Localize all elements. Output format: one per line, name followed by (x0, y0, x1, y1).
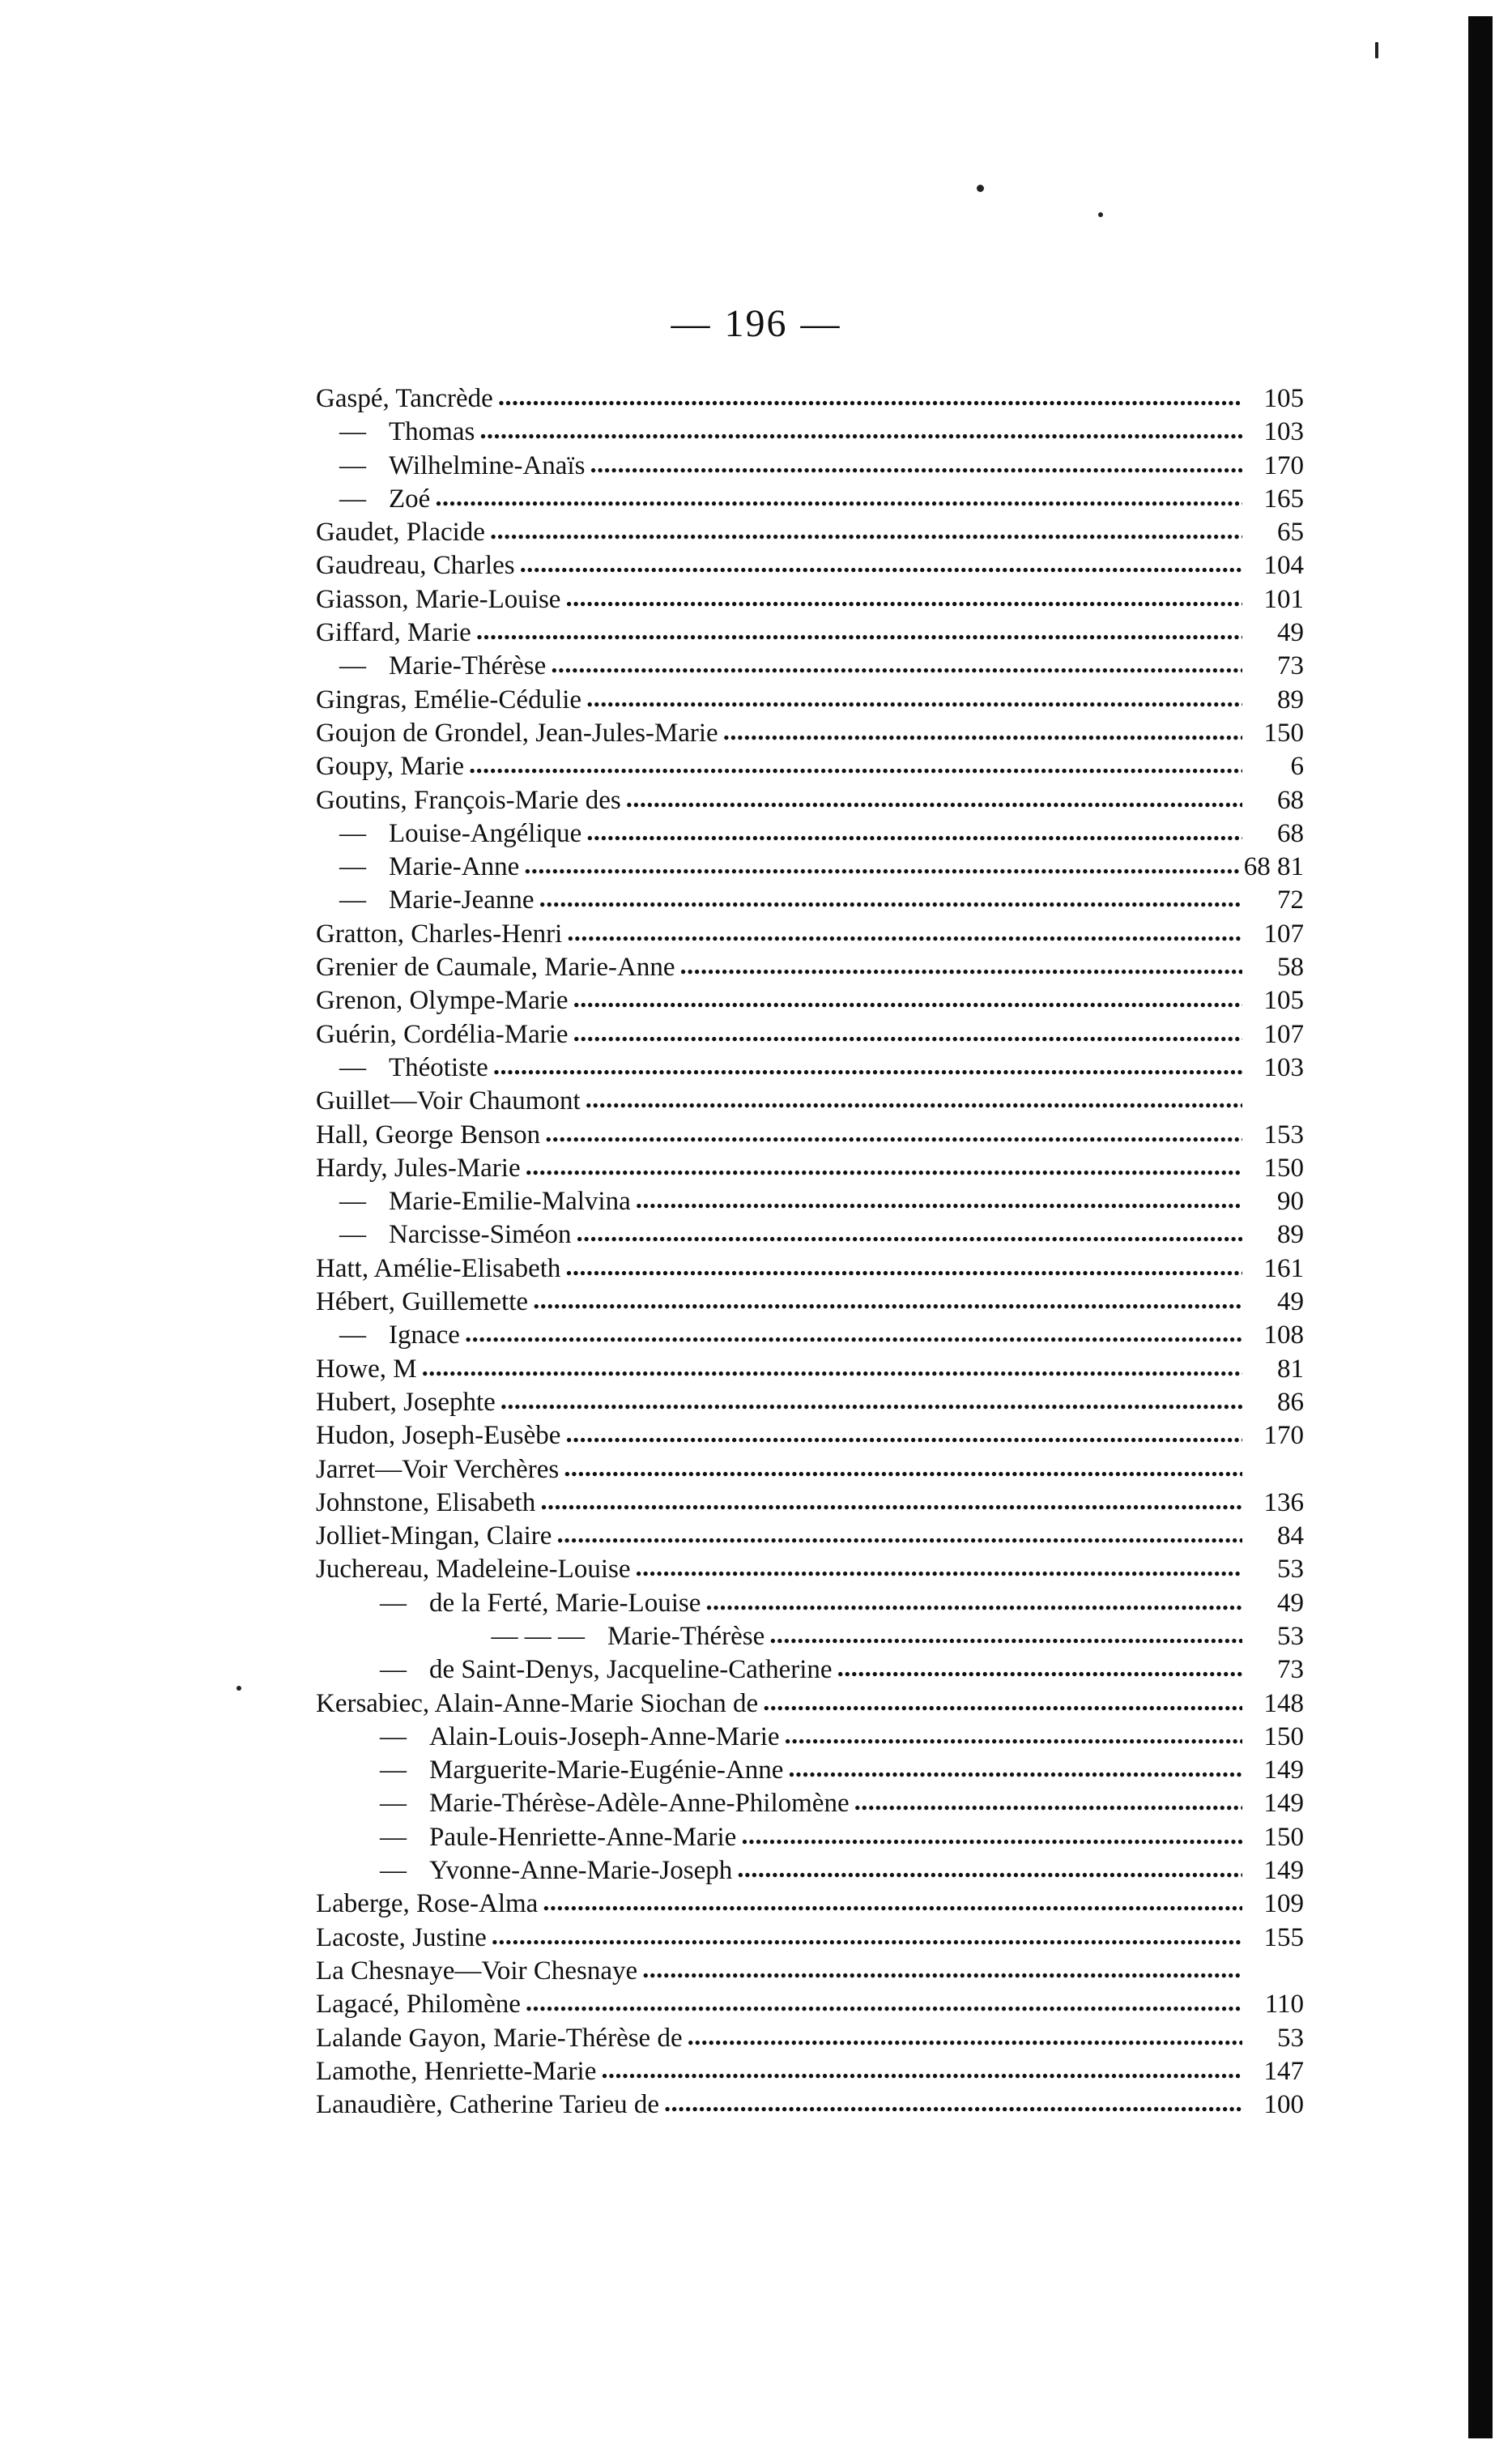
dot-leader (586, 816, 1242, 849)
entry-name: Marie-Thérèse (607, 1621, 765, 1651)
index-entry (316, 1888, 1304, 1921)
entry-page-ref: 150 (1263, 1721, 1304, 1751)
index-entry (316, 1218, 1304, 1252)
dot-leader (601, 2054, 1242, 2087)
index-entry (316, 1286, 1304, 1319)
dot-leader (565, 1251, 1242, 1284)
index-entry (316, 1487, 1304, 1520)
repeat-dash: — (339, 1220, 366, 1250)
entry-page-ref: 53 (1277, 1621, 1304, 1651)
entry-name: Guillet—Voir Chaumont (316, 1086, 581, 1116)
repeat-dash: — (339, 818, 366, 848)
index-entry (316, 1721, 1304, 1754)
index-entry (316, 1386, 1304, 1419)
entry-name: Johnstone, Elisabeth (316, 1487, 536, 1517)
dot-leader (479, 414, 1242, 447)
entry-page-ref: 148 (1263, 1688, 1304, 1718)
entry-name: Louise-Angélique (389, 818, 582, 848)
dot-leader (551, 648, 1242, 681)
dot-leader (854, 1785, 1242, 1819)
index-entry (316, 1754, 1304, 1787)
index-entry (316, 549, 1304, 582)
index-entry (316, 1419, 1304, 1452)
entry-page-ref: 108 (1263, 1320, 1304, 1350)
entry-page-ref: 110 (1264, 1990, 1304, 2020)
index-entry (316, 2022, 1304, 2055)
entry-name: Goupy, Marie (316, 752, 464, 782)
dot-leader (465, 1317, 1242, 1350)
index-entry (316, 1085, 1304, 1118)
entry-page-ref: 105 (1263, 384, 1304, 413)
repeat-dash: — (380, 1721, 407, 1751)
entry-page-ref: 150 (1263, 718, 1304, 748)
index-entry (316, 817, 1304, 851)
index-entry (316, 1687, 1304, 1721)
entry-name: Kersabiec, Alain-Anne-Marie Siochan de (316, 1688, 759, 1718)
dot-leader (545, 1117, 1242, 1150)
dot-leader (769, 1619, 1242, 1652)
entry-page-ref: 147 (1263, 2056, 1304, 2086)
dot-leader (590, 448, 1242, 481)
index-entry (316, 684, 1304, 717)
entry-name: Goujon de Grondel, Jean-Jules-Marie (316, 718, 718, 748)
entry-name: Marguerite-Marie-Eugénie-Anne (429, 1755, 784, 1785)
entry-page-ref: 49 (1277, 1287, 1304, 1317)
index-entry (316, 1252, 1304, 1286)
entry-name: Hardy, Jules-Marie (316, 1153, 521, 1183)
entry-page-ref: 90 (1277, 1187, 1304, 1217)
index-entry (316, 1520, 1304, 1553)
entry-page-ref: 103 (1263, 417, 1304, 447)
repeat-dash: — (339, 1187, 366, 1217)
entry-name: Howe, M (316, 1354, 417, 1384)
entry-name: Hatt, Amélie-Elisabeth (316, 1253, 561, 1283)
entry-name: Paule-Henriette-Anne-Marie (429, 1822, 737, 1852)
entry-page-ref: 49 (1277, 1588, 1304, 1618)
entry-page-ref: 84 (1277, 1521, 1304, 1551)
repeat-dash: — (339, 885, 366, 915)
entry-page-ref: 65 (1277, 518, 1304, 548)
index-entry (316, 1353, 1304, 1386)
entry-name: Lalande Gayon, Marie-Thérèse de (316, 2023, 683, 2053)
entry-page-ref: 68 (1277, 818, 1304, 848)
scan-speck (1098, 212, 1103, 217)
dot-leader (576, 1217, 1242, 1250)
entry-page-ref: 101 (1263, 584, 1304, 614)
repeat-dash: — (339, 450, 366, 480)
index-entry (316, 1152, 1304, 1185)
index-entry (316, 382, 1304, 416)
repeat-dash: — (380, 1655, 407, 1685)
entry-name: Alain-Louis-Joseph-Anne-Marie (429, 1721, 780, 1751)
index-entry (316, 1587, 1304, 1620)
entry-page-ref: 68 (1277, 785, 1304, 815)
entry-page-ref: 81 (1277, 1354, 1304, 1384)
index-entry (316, 616, 1304, 650)
entry-name: Gingras, Emélie-Cédulie (316, 685, 582, 714)
entry-page-ref: 86 (1277, 1387, 1304, 1417)
entry-page-ref: 170 (1263, 450, 1304, 480)
dot-leader (493, 1050, 1242, 1083)
dot-leader (636, 1184, 1242, 1217)
dot-leader (679, 949, 1242, 983)
dot-leader (500, 1384, 1242, 1418)
entry-page-ref: 68 81 (1243, 852, 1304, 882)
index-entry (316, 1119, 1304, 1152)
index-entry (316, 1955, 1304, 1988)
entry-name: Jarret—Voir Verchères (316, 1454, 560, 1484)
page-number-dash-right: — (800, 302, 841, 345)
entry-name: Wilhelmine-Anaïs (389, 450, 586, 480)
dot-leader (533, 1284, 1242, 1317)
index-entry (316, 1553, 1304, 1586)
dot-leader (573, 983, 1242, 1016)
index-entry (316, 784, 1304, 817)
entry-name: Giffard, Marie (316, 618, 471, 648)
index-entry (316, 450, 1304, 483)
index-entry (316, 851, 1304, 884)
dot-leader (435, 481, 1242, 514)
entry-page-ref: 104 (1263, 551, 1304, 581)
entry-page-ref: 100 (1263, 2090, 1304, 2120)
entry-page-ref: 136 (1263, 1487, 1304, 1517)
dot-leader (565, 582, 1242, 615)
index-entry (316, 416, 1304, 449)
entry-name: Laberge, Rose-Alma (316, 1889, 539, 1919)
repeat-dash: — (339, 1052, 366, 1082)
index-entry (316, 951, 1304, 984)
entry-page-ref: 150 (1263, 1153, 1304, 1183)
index-entry (316, 1653, 1304, 1687)
entry-name: Marie-Jeanne (389, 885, 535, 915)
entry-page-ref: 165 (1263, 484, 1304, 514)
index-entry (316, 1620, 1304, 1653)
entry-page-ref: 153 (1263, 1120, 1304, 1150)
entry-name: Hudon, Joseph-Eusèbe (316, 1421, 561, 1451)
entry-page-ref: 155 (1263, 1922, 1304, 1952)
entry-name: Gaspé, Tancrède (316, 384, 493, 413)
index-entry (316, 516, 1304, 549)
index-entry (316, 1453, 1304, 1487)
entry-page-ref: 6 (1290, 752, 1304, 782)
entry-name: Grenon, Olympe-Marie (316, 986, 569, 1016)
scan-edge-bar (1468, 16, 1493, 2438)
dot-leader (573, 1017, 1242, 1050)
entry-page-ref: 103 (1263, 1052, 1304, 1082)
dot-leader (705, 1585, 1242, 1619)
dot-leader (688, 2020, 1242, 2054)
entry-page-ref: 105 (1263, 986, 1304, 1016)
dot-leader (524, 849, 1238, 882)
dot-leader (543, 1886, 1242, 1919)
dot-leader (564, 1452, 1242, 1485)
dot-leader (586, 682, 1242, 715)
entry-name: Narcisse-Siméon (389, 1220, 572, 1250)
scan-speck (977, 185, 984, 192)
entry-page-ref: 73 (1277, 651, 1304, 681)
dot-leader (741, 1819, 1242, 1853)
entry-name: Lanaudière, Catherine Tarieu de (316, 2090, 660, 2120)
dot-leader (567, 916, 1242, 949)
entry-page-ref: 109 (1263, 1889, 1304, 1919)
dot-leader (476, 615, 1242, 648)
entry-page-ref: 53 (1277, 1555, 1304, 1585)
entry-page-ref: 49 (1277, 618, 1304, 648)
entry-name: Lagacé, Philomène (316, 1990, 521, 2020)
entry-name: La Chesnaye—Voir Chesnaye (316, 1956, 638, 1986)
repeat-dash: — (339, 651, 366, 681)
entry-name: Juchereau, Madeleine-Louise (316, 1555, 631, 1585)
repeat-dash: — (380, 1755, 407, 1785)
entry-page-ref: 149 (1263, 1856, 1304, 1886)
repeat-dash: — (339, 417, 366, 447)
repeat-dash: — (380, 1856, 407, 1886)
entry-name: Gratton, Charles-Henri (316, 919, 563, 949)
entry-page-ref: 73 (1277, 1655, 1304, 1685)
entry-name: Guérin, Cordélia-Marie (316, 1019, 569, 1049)
index-entry (316, 483, 1304, 516)
scan-speck (236, 1686, 241, 1691)
page-number (0, 301, 1512, 346)
dot-leader (626, 783, 1242, 816)
dot-leader (664, 2087, 1242, 2120)
dot-leader (422, 1351, 1242, 1384)
repeat-dash: — (380, 1789, 407, 1819)
entry-page-ref: 107 (1263, 1019, 1304, 1049)
name-index-list (316, 382, 1304, 2122)
entry-name: Lacoste, Justine (316, 1922, 487, 1952)
entry-name: Gaudet, Placide (316, 518, 485, 548)
index-entry (316, 650, 1304, 683)
entry-page-ref: 107 (1263, 919, 1304, 949)
entry-name: Théotiste (389, 1052, 488, 1082)
repeat-dash: — (339, 1320, 366, 1350)
entry-page-ref: 161 (1263, 1253, 1304, 1283)
index-entry (316, 1854, 1304, 1888)
entry-name: Goutins, François-Marie des (316, 785, 621, 815)
dot-leader (723, 715, 1242, 749)
scan-speck (1375, 42, 1378, 58)
entry-page-ref: 149 (1263, 1755, 1304, 1785)
index-entry (316, 1787, 1304, 1820)
repeat-dash: — (339, 852, 366, 882)
dot-leader (526, 1986, 1242, 2020)
dot-leader (763, 1686, 1242, 1719)
entry-name: Jolliet-Mingan, Claire (316, 1521, 552, 1551)
entry-name: Zoé (389, 484, 431, 514)
dot-leader (737, 1853, 1242, 1886)
dot-leader (785, 1719, 1242, 1752)
dot-leader (539, 882, 1242, 915)
repeat-dash: — — — (491, 1621, 585, 1651)
entry-page-ref: 89 (1277, 1220, 1304, 1250)
dot-leader (565, 1418, 1242, 1451)
index-entry (316, 884, 1304, 917)
page-number-dash-left: — (671, 302, 712, 345)
dot-leader (469, 749, 1242, 782)
entry-name: Marie-Thérèse (389, 651, 547, 681)
dot-leader (788, 1752, 1242, 1785)
entry-name: Giasson, Marie-Louise (316, 584, 561, 614)
index-entry (316, 717, 1304, 750)
dot-leader (636, 1551, 1243, 1585)
entry-name: Lamothe, Henriette-Marie (316, 2056, 597, 2086)
entry-name: Thomas (389, 417, 475, 447)
repeat-dash: — (380, 1588, 407, 1618)
index-entry (316, 2055, 1304, 2088)
entry-name: Hall, George Benson (316, 1120, 541, 1150)
entry-page-ref: 149 (1263, 1789, 1304, 1819)
index-entry (316, 1051, 1304, 1085)
entry-name: Hébert, Guillemette (316, 1287, 529, 1317)
entry-name: de Saint-Denys, Jacqueline-Catherine (429, 1655, 833, 1685)
entry-name: Grenier de Caumale, Marie-Anne (316, 953, 675, 983)
index-entry (316, 1922, 1304, 1955)
dot-leader (498, 381, 1242, 414)
index-entry (316, 918, 1304, 951)
dot-leader (586, 1083, 1242, 1116)
entry-page-ref: 150 (1263, 1822, 1304, 1852)
entry-name: Yvonne-Anne-Marie-Joseph (429, 1856, 733, 1886)
entry-name: Ignace (389, 1320, 460, 1350)
dot-leader (526, 1150, 1242, 1184)
dot-leader (492, 1920, 1242, 1953)
index-entry (316, 1319, 1304, 1352)
dot-leader (837, 1652, 1242, 1685)
repeat-dash: — (380, 1822, 407, 1852)
entry-page-ref: 170 (1263, 1421, 1304, 1451)
dot-leader (490, 514, 1242, 548)
dot-leader (556, 1518, 1242, 1551)
index-entry (316, 984, 1304, 1017)
index-entry (316, 2088, 1304, 2122)
repeat-dash: — (339, 484, 366, 514)
entry-name: Hubert, Josephte (316, 1387, 496, 1417)
index-entry (316, 1988, 1304, 2021)
entry-name: de la Ferté, Marie-Louise (429, 1588, 701, 1618)
entry-page-ref: 53 (1277, 2023, 1304, 2053)
entry-name: Gaudreau, Charles (316, 551, 515, 581)
entry-name: Marie-Emilie-Malvina (389, 1187, 631, 1217)
index-entry (316, 750, 1304, 783)
entry-page-ref: 58 (1277, 953, 1304, 983)
page-number-value: 196 (724, 302, 788, 345)
entry-page-ref: 89 (1277, 685, 1304, 714)
index-entry (316, 1185, 1304, 1218)
dot-leader (520, 548, 1242, 581)
dot-leader (642, 1953, 1242, 1986)
entry-name: Marie-Thérèse-Adèle-Anne-Philomène (429, 1789, 850, 1819)
dot-leader (540, 1485, 1242, 1518)
entry-page-ref: 72 (1277, 885, 1304, 915)
index-entry (316, 1018, 1304, 1051)
entry-name: Marie-Anne (389, 852, 520, 882)
index-entry (316, 1821, 1304, 1854)
index-entry (316, 583, 1304, 616)
